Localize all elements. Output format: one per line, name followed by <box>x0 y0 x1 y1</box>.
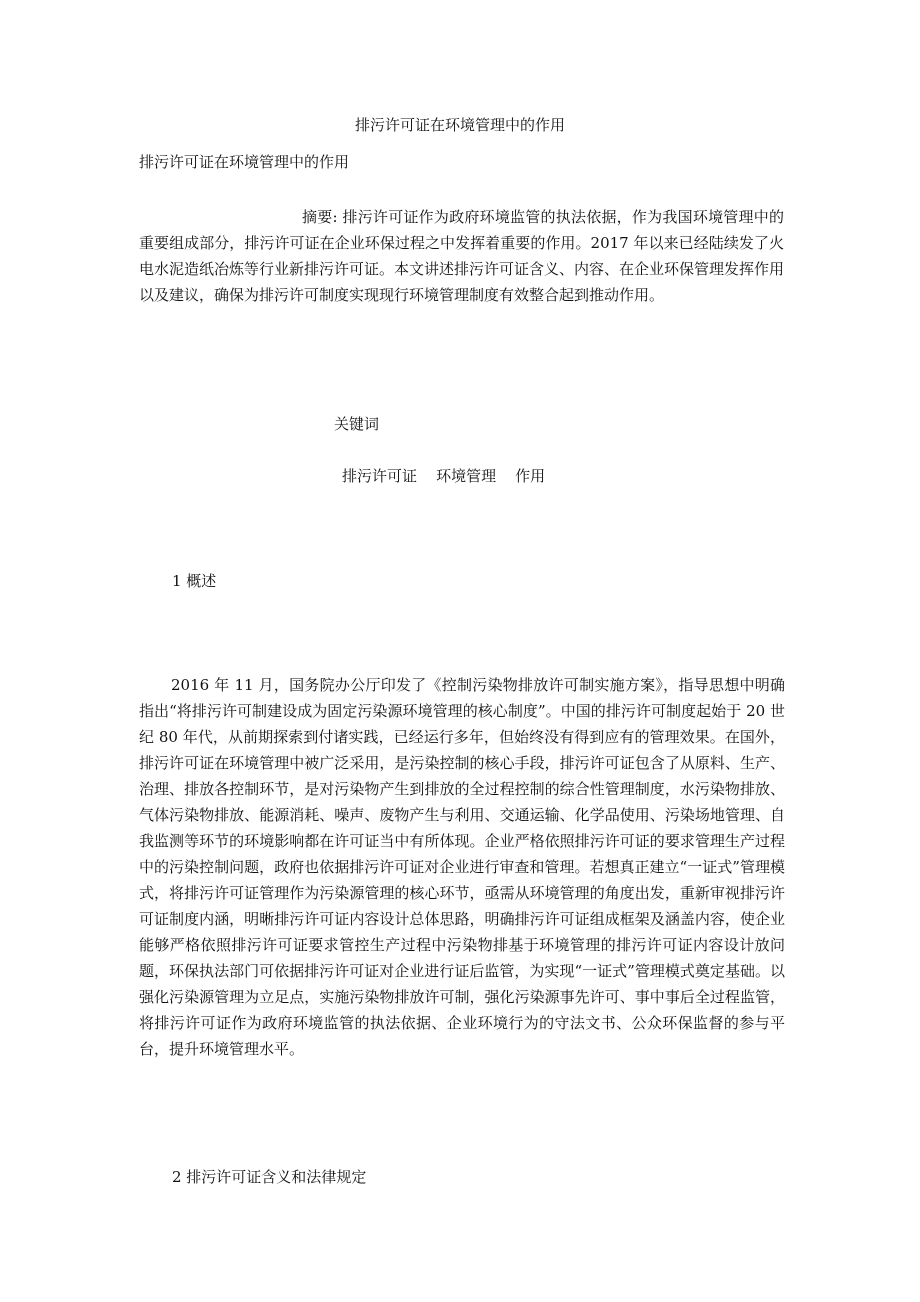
document-title: 排污许可证在环境管理中的作用 <box>354 116 565 134</box>
section-1-body: 2016 年 11 月，国务院办公厅印发了《控制污染物排放许可制实施方案》，指导思想中明确指出“将排污许可制建设成为固定污染源环境管理的核心制度”。中国的排污许可制度起始于 20 世纪 80 年代，从前期探索到付诸实践，已经运行多年，但始终没有得到应有的管理效果。在国外，排污许可证在环境管理中被广泛采用，是污染控制的核心手段，排污许可证包含了从原料、生产、治理、排放各控制环节，是对污染物产生到排放的全过程控制的综合性管理制度，水污染物排放、气体污染物排放、能源消耗、噪声、废物产生与利用、交通运输、化学品使用、污染场地管理、自我监测等环节的环境影响都在许可证当中有所体现。企业严格依照排污许可证的要求管理生产过程中的污染控制问题，政府也依据排污许可证对企业进行审查和管理。若想真正建立“一证式”管理模式，将排污许可证管理作为污染源管理的核心环节，亟需从环境管理的角度出发，重新审视排污许可证制度内涵，明晰排污许可证内容设计总体思路，明确排污许可证组成框架及涵盖内容，使企业能够严格依照排污许可证要求管控生产过程中污染物排基于环境管理的排污许可证内容设计放问题，环保执法部门可依据排污许可证对企业进行证后监管，为实现“一证式”管理模式奠定基础。以强化污染源管理为立足点，实施污染物排放许可制，强化污染源事先许可、事中事后全过程监管，将排污许可证作为政府环境监管的执法依据、企业环境行为的守法文书、公众环保监督的参与平台，提升环境管理水平。 <box>139 676 785 1058</box>
keywords-label: 关键词 <box>334 415 380 433</box>
section-2-heading: 2 排污许可证含义和法律规定 <box>172 1168 367 1186</box>
abstract-paragraph: 摘要: 排污许可证作为政府环境监管的执法依据，作为我国环境管理中的重要组成部分，排污许可证在企业环保过程之中发挥着重要的作用。2017 年以来已经陆续发了火电水泥造纸冶炼等行业新排污许可证。本文讲述排污许可证含义、内容、在企业环保管理发挥作用以及建议，确保为排污许可制度实现现行环境管理制度有效整合起到推动作用。 <box>139 208 785 304</box>
document-subtitle: 排污许可证在环境管理中的作用 <box>139 153 350 171</box>
keywords-list: 排污许可证 环境管理 作用 <box>342 467 546 485</box>
section-1-heading: 1 概述 <box>172 572 217 590</box>
